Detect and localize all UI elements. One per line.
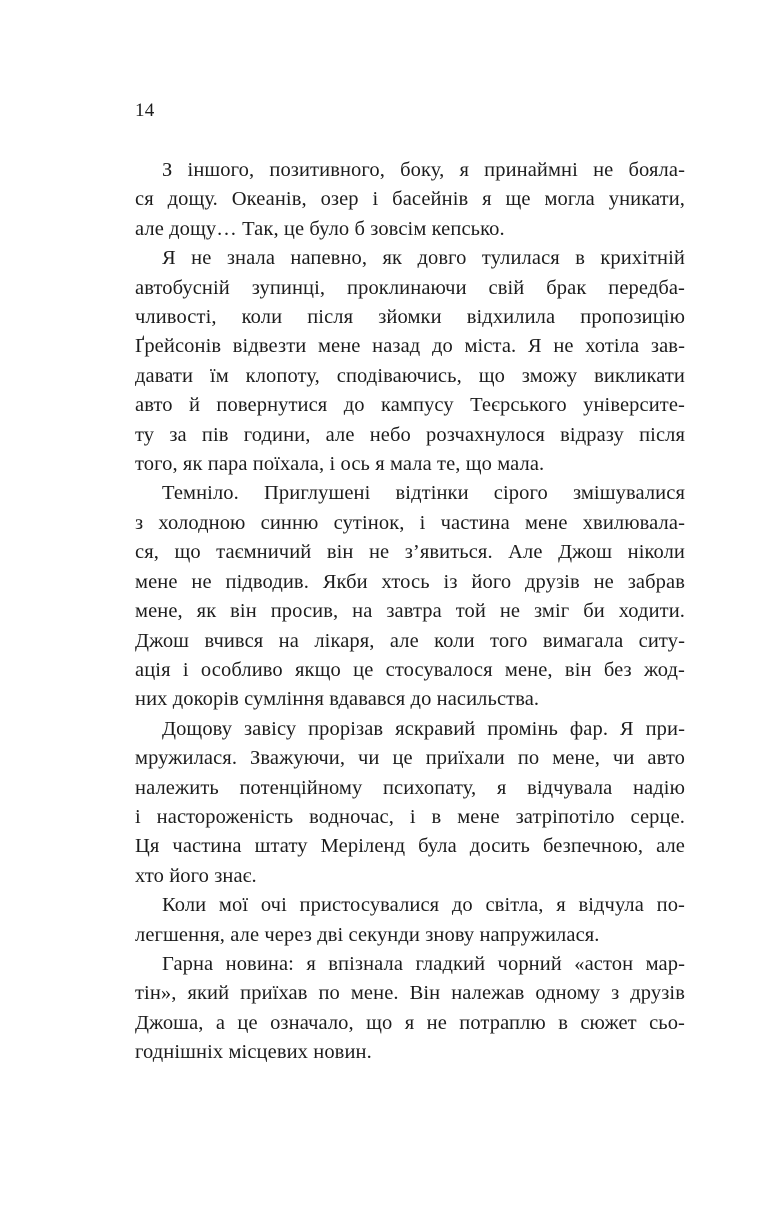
paragraph	[135, 891, 685, 950]
text-line: належить потенційному психопату, я відчувала надію	[135, 776, 685, 799]
text-line: З іншого, позитивного, боку, я принаймні не бояла-	[162, 159, 685, 181]
text-line: Темніло. Приглушені відтінки сірого змішувалися	[162, 482, 685, 505]
text-line: Ґрейсонів відвезти мене назад до міста. Я не хотіла зав-	[135, 335, 685, 358]
text-line: того, як пара поїхала, і ось я мала те, що мала.	[135, 453, 545, 476]
paragraph	[135, 156, 685, 244]
text-line: них докорів сумління вдавався до насильства.	[135, 688, 540, 711]
text-line: давати їм клопоту, сподіваючись, що зможу викликати	[135, 364, 685, 387]
text-line: Коли мої очі пристосувалися до світла, я відчула по-	[162, 894, 685, 917]
page-number: 14	[135, 100, 155, 121]
text-line: з холодною синню сутінок, і частина мене хвилювала-	[135, 511, 685, 534]
text-line: Джош вчився на лікаря, але коли того вимагала ситу-	[135, 629, 685, 652]
text-line: годнішніх місцевих новин.	[135, 1041, 372, 1064]
text-line: автобусній зупинці, проклинаючи свій брак передба-	[135, 276, 685, 299]
paragraph	[135, 715, 685, 891]
text-line: ту за пів години, але небо розчахнулося відразу після	[135, 423, 685, 446]
text-line: мене не підводив. Якби хтось із його друзів не забрав	[135, 570, 685, 593]
text-line: хто його знає.	[135, 864, 257, 887]
paragraph	[135, 244, 685, 479]
text-line: і настороженість водночас, і в мене затріпотіло серце.	[135, 805, 685, 828]
page-body	[135, 156, 685, 1068]
paragraph	[135, 950, 685, 1068]
text-line: чливості, коли після зйомки відхилила пропозицію	[135, 306, 685, 329]
text-line: Дощову завісу прорізав яскравий промінь фар. Я при-	[162, 717, 685, 740]
paragraph	[135, 479, 685, 714]
text-line: тін», який приїхав по мене. Він належав одному з друзів	[135, 982, 685, 1005]
text-line: ся дощу. Океанів, озер і басейнів я ще могла уникати,	[135, 188, 685, 211]
text-line: ація і особливо якщо це стосувалося мене, він без жод-	[135, 658, 685, 681]
text-line: Я не знала напевно, як довго тулилася в крихітній	[162, 247, 685, 270]
text-line: мене, як він просив, на завтра той не зміг би ходити.	[135, 600, 685, 623]
text-line: мружилася. Зважуючи, чи це приїхали по мене, чи авто	[135, 747, 685, 770]
text-line: Гарна новина: я впізнала гладкий чорний «астон мар-	[162, 952, 685, 975]
text-line: Ця частина штату Меріленд була досить безпечною, але	[135, 835, 685, 858]
text-line: авто й повернутися до кампусу Теєрського університе-	[135, 394, 685, 417]
text-line: але дощу… Так, це було б зовсім кепсько.	[135, 217, 505, 240]
text-line: легшення, але через дві секунди знову напружилася.	[135, 923, 600, 946]
text-line: ся, що таємничий він не з’явиться. Але Джош ніколи	[135, 541, 685, 564]
text-line: Джоша, а це означало, що я не потраплю в сюжет сьо-	[135, 1011, 685, 1034]
